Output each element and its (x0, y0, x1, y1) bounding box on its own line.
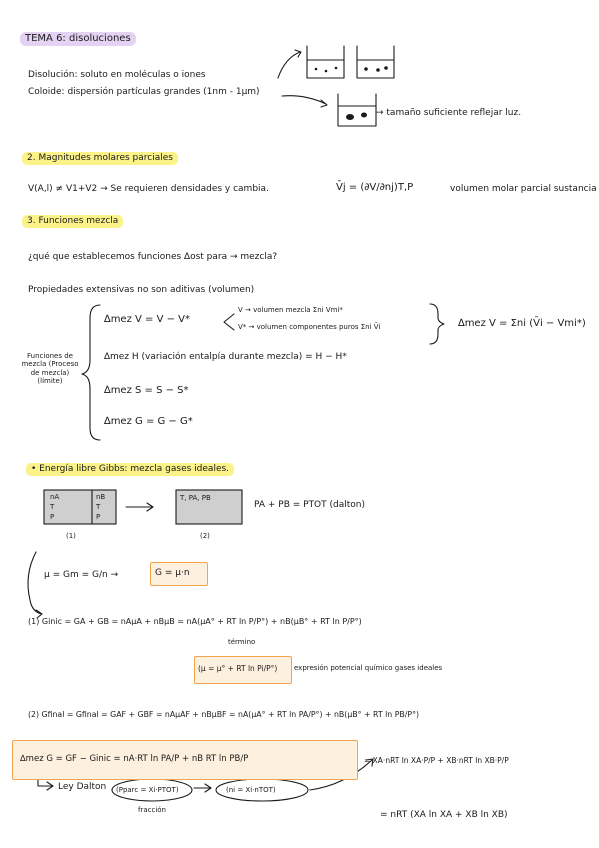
box1-t: T (50, 503, 55, 511)
partial-molar-description: volumen molar parcial sustancia (450, 184, 597, 194)
term-note: término (228, 638, 256, 646)
delta-mix-g-final: = nRT (XA ln XA + XB ln XB) (380, 810, 508, 820)
coloide-definition: Coloide: dispersión partículas grandes (1nm - 1μm) (28, 87, 260, 97)
ideal-gas-mu-note: expresión potencial químico gases ideales (294, 664, 443, 672)
delta-mix-gibbs: ∆mez G = G − G* (104, 416, 193, 427)
section2-heading: 2. Magnitudes molares parciales (22, 152, 178, 165)
delta-mix-volume-sum: ∆mez V = Σni (V̄i − Vmi*) (458, 318, 586, 329)
box1-t2: T (96, 503, 101, 511)
page-title: TEMA 6: disoluciones (20, 32, 136, 46)
dalton-equation: PA + PB = PTOT (dalton) (254, 500, 365, 510)
extensive-properties: Propiedades extensivas no son aditivas (volumen) (28, 285, 255, 295)
delta-mix-entropy: ∆mez S = S − S* (104, 385, 189, 396)
state1-label: (1) (66, 532, 76, 540)
disolucion-definition: Disolución: soluto en moléculas o iones (28, 70, 206, 80)
section3-heading: 3. Funciones mezcla (22, 215, 123, 228)
g-mu-n: G = μ·n (155, 568, 190, 578)
volume-nonadditive: V(A,l) ≠ V1+V2 → Se requieren densidades y cambia. (28, 184, 269, 194)
ley-dalton: Ley Dalton (58, 782, 107, 792)
box1-nb: nB (96, 493, 106, 501)
fraccion-note: fracción (138, 806, 166, 814)
chemical-potential-eq: μ = Gm = G/n → (44, 570, 119, 580)
partial-molar-formula: V̄j = (∂V/∂nj)T,P (336, 182, 414, 193)
delta-mix-enthalpy: ∆mez H (variación entalpía durante mezcla) = H − H* (104, 352, 347, 362)
box1-p2: P (96, 513, 101, 521)
volume-mixture-definition: V → volumen mezcla Σni Vmi* (238, 306, 343, 314)
box2-state: T, PA, PB (180, 494, 211, 502)
g-initial-eq: (1) Ginic = GA + GB = nAμA + nBμB = nA(μA° + RT ln P/P°) + nB(μB° + RT ln P/P°) (28, 617, 362, 626)
moles-component: (ni = Xi·nTOT) (226, 786, 276, 794)
ideal-gas-mu: (μ = μ° + RT ln Pi/P°) (198, 664, 278, 673)
volume-pure-definition: V* → volumen componentes puros Σni V̄i (238, 323, 381, 331)
gibbs-heading: • Energía libre Gibbs: mezcla gases ideales. (26, 463, 234, 476)
delta-mix-g: ∆mez G = GF − Ginic = nA·RT ln PA/P + nB RT ln PB/P (20, 754, 249, 764)
section3-question: ¿qué que establecemos funciones ∆ost para → mezcla? (28, 252, 278, 262)
box1-na: nA (50, 493, 60, 501)
g-final-eq: (2) Gfinal = Gfinal = GAF + GBF = nAμAF + nBμBF = nA(μA° + RT ln PA/P°) + nB(μB° + RT ln PB/P°) (28, 710, 420, 719)
delta-mix-g-mole-fraction: = XA·nRT ln XA·P/P + XB·nRT ln XB·P/P (364, 756, 509, 765)
tyndall-note: → tamaño suficiente reflejar luz. (376, 108, 522, 118)
partial-pressure: (Pparc = Xi·PTOT) (116, 786, 179, 794)
box1-p: P (50, 513, 55, 521)
mixing-functions-label: Funciones de mezcla (Proceso de mezcla) (límite) (21, 352, 79, 386)
state2-label: (2) (200, 532, 210, 540)
delta-mix-volume: ∆mez V = V − V* (104, 314, 191, 325)
